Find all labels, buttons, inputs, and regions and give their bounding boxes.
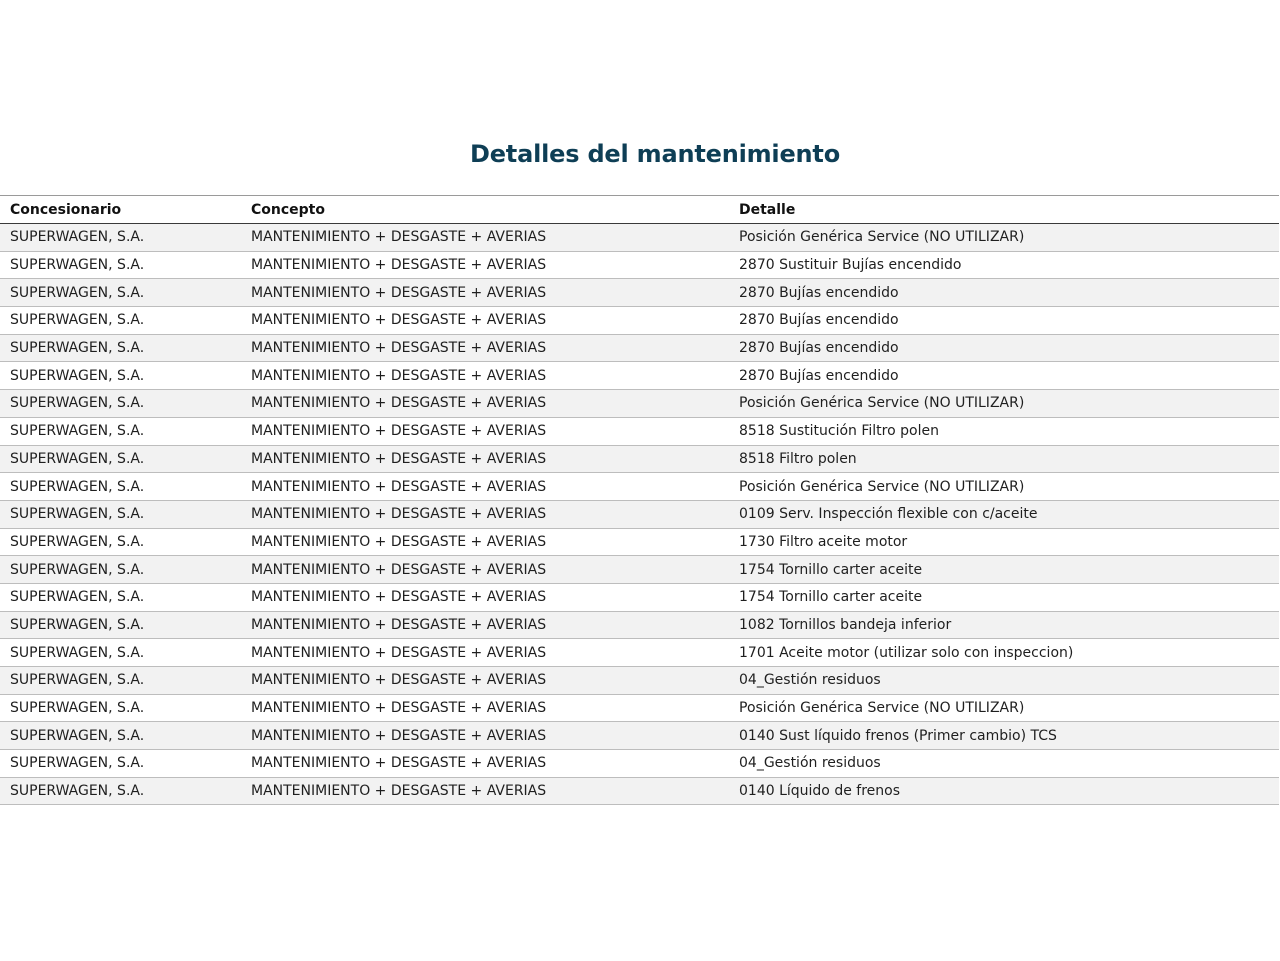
cell-detalle: 2870 Bujías encendido <box>739 284 899 301</box>
cell-concepto: MANTENIMIENTO + DESGASTE + AVERIAS <box>251 616 547 633</box>
cell-detalle: Posición Genérica Service (NO UTILIZAR) <box>739 395 1025 412</box>
cell-detalle: 1730 Filtro aceite motor <box>739 533 908 550</box>
cell-detalle: 1754 Tornillo carter aceite <box>739 561 923 578</box>
cell-concepto: MANTENIMIENTO + DESGASTE + AVERIAS <box>251 340 547 357</box>
cell-concepto: MANTENIMIENTO + DESGASTE + AVERIAS <box>251 644 547 661</box>
cell-concepto: MANTENIMIENTO + DESGASTE + AVERIAS <box>251 589 547 606</box>
cell-concesionario: SUPERWAGEN, S.A. <box>10 367 145 384</box>
table-row <box>0 362 1279 390</box>
cell-concesionario: SUPERWAGEN, S.A. <box>10 533 145 550</box>
page-title: Detalles del mantenimiento <box>470 140 840 168</box>
column-header-concepto: Concepto <box>251 201 325 218</box>
table-row <box>0 722 1279 750</box>
table-row <box>0 390 1279 418</box>
table-row <box>0 417 1279 445</box>
cell-concesionario: SUPERWAGEN, S.A. <box>10 257 145 274</box>
cell-concepto: MANTENIMIENTO + DESGASTE + AVERIAS <box>251 478 547 495</box>
table-row <box>0 639 1279 667</box>
cell-detalle: 1701 Aceite motor (utilizar solo con inspeccion) <box>739 644 1074 661</box>
cell-concesionario: SUPERWAGEN, S.A. <box>10 700 145 717</box>
cell-concepto: MANTENIMIENTO + DESGASTE + AVERIAS <box>251 700 547 717</box>
cell-concesionario: SUPERWAGEN, S.A. <box>10 340 145 357</box>
cell-detalle: 2870 Bujías encendido <box>739 367 899 384</box>
cell-detalle: 0140 Sust líquido frenos (Primer cambio) TCS <box>739 727 1057 744</box>
cell-concepto: MANTENIMIENTO + DESGASTE + AVERIAS <box>251 395 547 412</box>
table-row <box>0 445 1279 473</box>
cell-detalle: 0140 Líquido de frenos <box>739 783 900 800</box>
cell-concesionario: SUPERWAGEN, S.A. <box>10 616 145 633</box>
cell-concesionario: SUPERWAGEN, S.A. <box>10 561 145 578</box>
cell-concesionario: SUPERWAGEN, S.A. <box>10 284 145 301</box>
table-row <box>0 473 1279 501</box>
table-row <box>0 556 1279 584</box>
cell-concepto: MANTENIMIENTO + DESGASTE + AVERIAS <box>251 755 547 772</box>
cell-detalle: Posición Genérica Service (NO UTILIZAR) <box>739 478 1025 495</box>
cell-concesionario: SUPERWAGEN, S.A. <box>10 450 145 467</box>
cell-concesionario: SUPERWAGEN, S.A. <box>10 423 145 440</box>
table-row <box>0 500 1279 528</box>
table-row <box>0 694 1279 722</box>
cell-concesionario: SUPERWAGEN, S.A. <box>10 506 145 523</box>
cell-detalle: 0109 Serv. Inspección flexible con c/aceite <box>739 506 1038 523</box>
cell-concepto: MANTENIMIENTO + DESGASTE + AVERIAS <box>251 727 547 744</box>
cell-concesionario: SUPERWAGEN, S.A. <box>10 229 145 246</box>
table-body <box>0 224 1279 805</box>
table-row <box>0 224 1279 252</box>
table-row <box>0 307 1279 335</box>
cell-concesionario: SUPERWAGEN, S.A. <box>10 727 145 744</box>
cell-detalle: 04_Gestión residuos <box>739 755 881 772</box>
cell-concesionario: SUPERWAGEN, S.A. <box>10 312 145 329</box>
cell-detalle: 8518 Filtro polen <box>739 450 857 467</box>
table-row <box>0 611 1279 639</box>
table-row <box>0 777 1279 805</box>
cell-concepto: MANTENIMIENTO + DESGASTE + AVERIAS <box>251 284 547 301</box>
table-row <box>0 279 1279 307</box>
maintenance-table <box>0 195 1279 805</box>
cell-detalle: 2870 Sustituir Bujías encendido <box>739 257 962 274</box>
cell-concesionario: SUPERWAGEN, S.A. <box>10 672 145 689</box>
cell-detalle: 04_Gestión residuos <box>739 672 881 689</box>
cell-concepto: MANTENIMIENTO + DESGASTE + AVERIAS <box>251 783 547 800</box>
column-header-concesionario: Concesionario <box>10 201 122 218</box>
table-row <box>0 528 1279 556</box>
cell-concepto: MANTENIMIENTO + DESGASTE + AVERIAS <box>251 257 547 274</box>
cell-concesionario: SUPERWAGEN, S.A. <box>10 395 145 412</box>
table-row <box>0 334 1279 362</box>
maintenance-table-container <box>0 195 1279 805</box>
cell-concepto: MANTENIMIENTO + DESGASTE + AVERIAS <box>251 561 547 578</box>
cell-concepto: MANTENIMIENTO + DESGASTE + AVERIAS <box>251 229 547 246</box>
table-row <box>0 583 1279 611</box>
table-row <box>0 667 1279 695</box>
column-header-detalle: Detalle <box>739 201 796 218</box>
table-header <box>0 196 1279 224</box>
table-header-row <box>0 196 1279 224</box>
cell-detalle: Posición Genérica Service (NO UTILIZAR) <box>739 700 1025 717</box>
cell-concesionario: SUPERWAGEN, S.A. <box>10 783 145 800</box>
cell-detalle: Posición Genérica Service (NO UTILIZAR) <box>739 229 1025 246</box>
cell-detalle: 1082 Tornillos bandeja inferior <box>739 616 952 633</box>
cell-detalle: 8518 Sustitución Filtro polen <box>739 423 939 440</box>
cell-concepto: MANTENIMIENTO + DESGASTE + AVERIAS <box>251 367 547 384</box>
cell-concesionario: SUPERWAGEN, S.A. <box>10 589 145 606</box>
cell-concepto: MANTENIMIENTO + DESGASTE + AVERIAS <box>251 533 547 550</box>
cell-detalle: 2870 Bujías encendido <box>739 312 899 329</box>
cell-concepto: MANTENIMIENTO + DESGASTE + AVERIAS <box>251 312 547 329</box>
cell-concesionario: SUPERWAGEN, S.A. <box>10 644 145 661</box>
cell-detalle: 2870 Bujías encendido <box>739 340 899 357</box>
table-row <box>0 750 1279 778</box>
cell-concepto: MANTENIMIENTO + DESGASTE + AVERIAS <box>251 450 547 467</box>
cell-concepto: MANTENIMIENTO + DESGASTE + AVERIAS <box>251 423 547 440</box>
table-row <box>0 251 1279 279</box>
cell-concesionario: SUPERWAGEN, S.A. <box>10 478 145 495</box>
cell-detalle: 1754 Tornillo carter aceite <box>739 589 923 606</box>
cell-concepto: MANTENIMIENTO + DESGASTE + AVERIAS <box>251 506 547 523</box>
cell-concepto: MANTENIMIENTO + DESGASTE + AVERIAS <box>251 672 547 689</box>
cell-concesionario: SUPERWAGEN, S.A. <box>10 755 145 772</box>
